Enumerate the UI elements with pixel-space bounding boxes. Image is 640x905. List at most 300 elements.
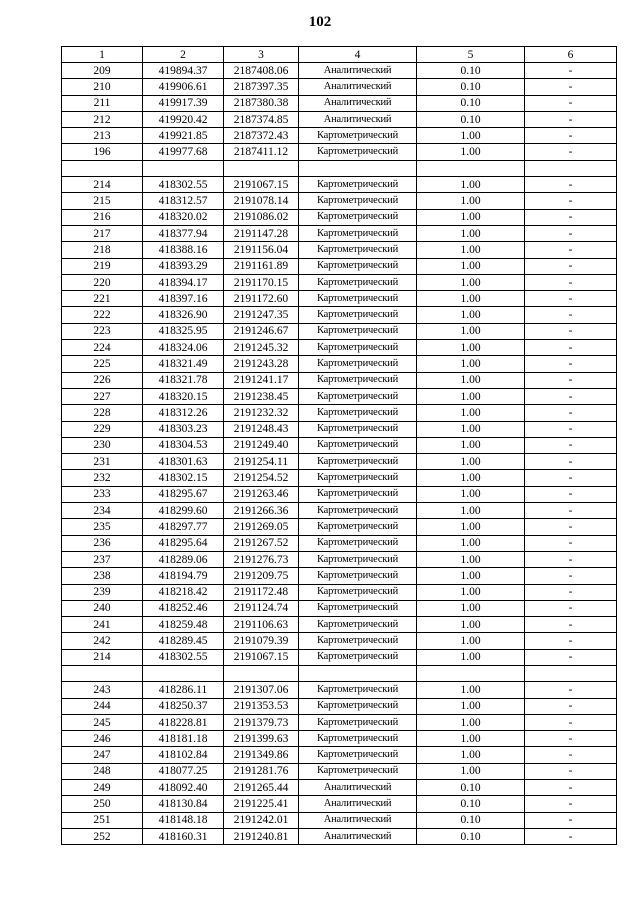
table-cell: 213 xyxy=(62,128,143,144)
table-cell: 1.00 xyxy=(417,437,525,453)
table-cell: 2191156.04 xyxy=(224,242,299,258)
table-cell: - xyxy=(525,193,617,209)
table-cell: 224 xyxy=(62,340,143,356)
table-cell: 2191161.89 xyxy=(224,258,299,274)
table-cell: 418326.90 xyxy=(143,307,224,323)
table-cell: 2187374.85 xyxy=(224,111,299,127)
table-cell: 226 xyxy=(62,372,143,388)
table-cell: 2191399.63 xyxy=(224,731,299,747)
table-cell: 1.00 xyxy=(417,551,525,567)
table-cell: Картометрический xyxy=(299,731,417,747)
table-row xyxy=(62,633,617,649)
table-row xyxy=(62,747,617,763)
table-cell: - xyxy=(525,437,617,453)
table-cell: Картометрический xyxy=(299,649,417,665)
table-cell: - xyxy=(525,763,617,779)
table-cell: - xyxy=(525,79,617,95)
table-cell: 2191266.36 xyxy=(224,503,299,519)
table-cell: 418301.63 xyxy=(143,454,224,470)
table-cell: 236 xyxy=(62,535,143,551)
table-cell: Картометрический xyxy=(299,535,417,551)
table-cell: Картометрический xyxy=(299,470,417,486)
table-cell: 0.10 xyxy=(417,780,525,796)
table-cell xyxy=(299,665,417,681)
table-cell: - xyxy=(525,372,617,388)
table-cell: - xyxy=(525,698,617,714)
table-cell xyxy=(62,665,143,681)
table-row xyxy=(62,698,617,714)
table-cell: 2191170.15 xyxy=(224,274,299,290)
table-cell: - xyxy=(525,486,617,502)
table-cell: 2191254.11 xyxy=(224,454,299,470)
table-cell: Картометрический xyxy=(299,258,417,274)
table-cell: 418297.77 xyxy=(143,519,224,535)
table-cell: 2191247.35 xyxy=(224,307,299,323)
table-cell: 241 xyxy=(62,617,143,633)
table-row xyxy=(62,828,617,844)
table-cell xyxy=(525,665,617,681)
table-cell: 1.00 xyxy=(417,128,525,144)
table-cell: Аналитический xyxy=(299,796,417,812)
table-cell: 228 xyxy=(62,405,143,421)
table-cell: Картометрический xyxy=(299,584,417,600)
table-cell: 1.00 xyxy=(417,193,525,209)
column-header: 5 xyxy=(417,47,525,63)
column-header: 4 xyxy=(299,47,417,63)
table-cell: 220 xyxy=(62,274,143,290)
table-row xyxy=(62,307,617,323)
table-cell: 2191225.41 xyxy=(224,796,299,812)
table-cell: 1.00 xyxy=(417,323,525,339)
table-cell: Картометрический xyxy=(299,307,417,323)
table-cell: 1.00 xyxy=(417,503,525,519)
table-cell: 2191243.28 xyxy=(224,356,299,372)
table-cell: - xyxy=(525,291,617,307)
table-cell: - xyxy=(525,731,617,747)
table-row xyxy=(62,128,617,144)
table-row xyxy=(62,340,617,356)
table-gap-row xyxy=(62,665,617,681)
table-cell: Картометрический xyxy=(299,503,417,519)
table-row xyxy=(62,731,617,747)
table-cell: 217 xyxy=(62,225,143,241)
table-cell: Картометрический xyxy=(299,551,417,567)
table-cell: 1.00 xyxy=(417,291,525,307)
table-cell: Картометрический xyxy=(299,763,417,779)
table-cell: 418228.81 xyxy=(143,714,224,730)
table-cell: 418299.60 xyxy=(143,503,224,519)
table-cell xyxy=(525,160,617,176)
table-cell: 235 xyxy=(62,519,143,535)
table-cell: Картометрический xyxy=(299,714,417,730)
table-cell: 225 xyxy=(62,356,143,372)
table-row xyxy=(62,356,617,372)
table-cell: - xyxy=(525,421,617,437)
table-cell: - xyxy=(525,258,617,274)
table-cell: 418102.84 xyxy=(143,747,224,763)
table-cell: 419894.37 xyxy=(143,63,224,79)
table-body xyxy=(62,63,617,845)
table-cell: 2191281.76 xyxy=(224,763,299,779)
table-row xyxy=(62,291,617,307)
table-cell: 242 xyxy=(62,633,143,649)
table-cell: 214 xyxy=(62,177,143,193)
table-cell: 418181.18 xyxy=(143,731,224,747)
table-cell: Картометрический xyxy=(299,291,417,307)
table-cell: 0.10 xyxy=(417,828,525,844)
table-cell: Картометрический xyxy=(299,405,417,421)
table-row xyxy=(62,796,617,812)
table-cell: Картометрический xyxy=(299,568,417,584)
table-cell: - xyxy=(525,242,617,258)
table-cell: - xyxy=(525,111,617,127)
table-cell: 1.00 xyxy=(417,633,525,649)
table-cell: 229 xyxy=(62,421,143,437)
table-cell: Картометрический xyxy=(299,747,417,763)
table-row xyxy=(62,763,617,779)
table-cell: 210 xyxy=(62,79,143,95)
table-row xyxy=(62,79,617,95)
table-row xyxy=(62,421,617,437)
table-cell: 2191209.75 xyxy=(224,568,299,584)
page-number: 102 xyxy=(308,14,332,30)
table-cell: 1.00 xyxy=(417,535,525,551)
table-cell: 1.00 xyxy=(417,177,525,193)
table-cell: 2191147.28 xyxy=(224,225,299,241)
table-row xyxy=(62,551,617,567)
table-cell: 418397.16 xyxy=(143,291,224,307)
table-cell: 2191078.14 xyxy=(224,193,299,209)
table-cell: 418289.45 xyxy=(143,633,224,649)
table-cell: 2191238.45 xyxy=(224,388,299,404)
table-cell: 418312.57 xyxy=(143,193,224,209)
table-cell: 1.00 xyxy=(417,584,525,600)
table-row xyxy=(62,323,617,339)
table-cell xyxy=(224,160,299,176)
table-row xyxy=(62,535,617,551)
table-cell: - xyxy=(525,209,617,225)
table-cell: - xyxy=(525,535,617,551)
table-cell: 2191269.05 xyxy=(224,519,299,535)
table-cell: 2191124.74 xyxy=(224,600,299,616)
table-cell: 214 xyxy=(62,649,143,665)
table-cell: 237 xyxy=(62,551,143,567)
table-cell: 418130.84 xyxy=(143,796,224,812)
table-row xyxy=(62,388,617,404)
column-header: 6 xyxy=(525,47,617,63)
table-cell: 2191349.86 xyxy=(224,747,299,763)
table-cell: 419977.68 xyxy=(143,144,224,160)
table-cell: - xyxy=(525,454,617,470)
table-row xyxy=(62,503,617,519)
table-cell: 419921.85 xyxy=(143,128,224,144)
table-cell: Аналитический xyxy=(299,780,417,796)
table-cell: Аналитический xyxy=(299,63,417,79)
column-header: 3 xyxy=(224,47,299,63)
table-cell: 418324.06 xyxy=(143,340,224,356)
table-cell: 1.00 xyxy=(417,388,525,404)
table-cell: Картометрический xyxy=(299,682,417,698)
table-cell: 1.00 xyxy=(417,405,525,421)
table-cell: 418160.31 xyxy=(143,828,224,844)
table-cell: 2191067.15 xyxy=(224,177,299,193)
table-cell: - xyxy=(525,812,617,828)
table-cell: 240 xyxy=(62,600,143,616)
table-cell: 234 xyxy=(62,503,143,519)
table-cell: 2191245.32 xyxy=(224,340,299,356)
table-cell: 1.00 xyxy=(417,600,525,616)
table-cell: - xyxy=(525,95,617,111)
table-cell: 2191263.46 xyxy=(224,486,299,502)
table-cell: 2191106.63 xyxy=(224,617,299,633)
table-cell xyxy=(143,160,224,176)
table-cell: 246 xyxy=(62,731,143,747)
table-cell: 221 xyxy=(62,291,143,307)
table-cell: 230 xyxy=(62,437,143,453)
table-cell: 227 xyxy=(62,388,143,404)
table-cell: 2191172.48 xyxy=(224,584,299,600)
table-row xyxy=(62,568,617,584)
table-cell: - xyxy=(525,649,617,665)
table-cell: 418218.42 xyxy=(143,584,224,600)
table-cell: 418077.25 xyxy=(143,763,224,779)
table-cell: 418321.49 xyxy=(143,356,224,372)
table-cell: 2191246.67 xyxy=(224,323,299,339)
table-cell: Аналитический xyxy=(299,95,417,111)
table-cell: - xyxy=(525,323,617,339)
table-row xyxy=(62,63,617,79)
table-cell: 218 xyxy=(62,242,143,258)
table-cell: Картометрический xyxy=(299,144,417,160)
table-cell: Картометрический xyxy=(299,242,417,258)
table-cell: 0.10 xyxy=(417,812,525,828)
table-cell: - xyxy=(525,144,617,160)
table-row xyxy=(62,812,617,828)
table-cell: 232 xyxy=(62,470,143,486)
table-cell: 2191249.40 xyxy=(224,437,299,453)
table-cell: 247 xyxy=(62,747,143,763)
table-cell: Картометрический xyxy=(299,486,417,502)
table-cell: Картометрический xyxy=(299,519,417,535)
table-cell xyxy=(143,665,224,681)
table-cell: 0.10 xyxy=(417,79,525,95)
table-row xyxy=(62,372,617,388)
table-cell: - xyxy=(525,307,617,323)
table-cell: 1.00 xyxy=(417,617,525,633)
table-cell: - xyxy=(525,128,617,144)
table-cell: 245 xyxy=(62,714,143,730)
table-cell: 215 xyxy=(62,193,143,209)
table-cell: 216 xyxy=(62,209,143,225)
table-cell: 212 xyxy=(62,111,143,127)
table-row xyxy=(62,437,617,453)
table-cell: 418286.11 xyxy=(143,682,224,698)
table-cell: - xyxy=(525,828,617,844)
table-cell: - xyxy=(525,796,617,812)
table-cell: 2191079.39 xyxy=(224,633,299,649)
table-cell: 1.00 xyxy=(417,144,525,160)
table-cell: 0.10 xyxy=(417,796,525,812)
table-cell: 1.00 xyxy=(417,698,525,714)
table-cell: 233 xyxy=(62,486,143,502)
table-cell: 418304.53 xyxy=(143,437,224,453)
table-cell: 1.00 xyxy=(417,682,525,698)
table-cell: 196 xyxy=(62,144,143,160)
table-row xyxy=(62,405,617,421)
table-row xyxy=(62,780,617,796)
table-cell: 222 xyxy=(62,307,143,323)
table-cell: 2191172.60 xyxy=(224,291,299,307)
table-cell: 0.10 xyxy=(417,63,525,79)
table-cell: 2187397.35 xyxy=(224,79,299,95)
table-cell: - xyxy=(525,274,617,290)
table-cell: 418092.40 xyxy=(143,780,224,796)
table-row xyxy=(62,242,617,258)
table-cell: 2191242.01 xyxy=(224,812,299,828)
table-cell: 1.00 xyxy=(417,568,525,584)
table-cell: 243 xyxy=(62,682,143,698)
table-cell: Аналитический xyxy=(299,812,417,828)
table-row xyxy=(62,714,617,730)
table-cell: 1.00 xyxy=(417,649,525,665)
table-row xyxy=(62,177,617,193)
table-cell: - xyxy=(525,551,617,567)
table-cell: - xyxy=(525,600,617,616)
table-cell xyxy=(224,665,299,681)
table-cell: - xyxy=(525,340,617,356)
table-cell: Картометрический xyxy=(299,177,417,193)
table-cell: - xyxy=(525,177,617,193)
table-cell: 2191086.02 xyxy=(224,209,299,225)
table-cell: - xyxy=(525,470,617,486)
table-cell: 249 xyxy=(62,780,143,796)
table-cell: 418325.95 xyxy=(143,323,224,339)
table-cell: 2187411.12 xyxy=(224,144,299,160)
table-cell: Аналитический xyxy=(299,79,417,95)
table-cell: - xyxy=(525,225,617,241)
table-cell: Картометрический xyxy=(299,323,417,339)
table-row xyxy=(62,600,617,616)
table-cell: - xyxy=(525,503,617,519)
table-cell: 1.00 xyxy=(417,258,525,274)
table-row xyxy=(62,486,617,502)
table-cell: 1.00 xyxy=(417,307,525,323)
table-cell: Картометрический xyxy=(299,356,417,372)
table-cell: Картометрический xyxy=(299,193,417,209)
table-cell: 418250.37 xyxy=(143,698,224,714)
table-row xyxy=(62,584,617,600)
table-cell: 1.00 xyxy=(417,454,525,470)
table-cell: Картометрический xyxy=(299,600,417,616)
table-cell: 418320.15 xyxy=(143,388,224,404)
table-cell: Картометрический xyxy=(299,388,417,404)
table-row xyxy=(62,209,617,225)
table-cell: 251 xyxy=(62,812,143,828)
table-cell: 0.10 xyxy=(417,95,525,111)
table-row xyxy=(62,649,617,665)
table-cell: 418194.79 xyxy=(143,568,224,584)
table-row xyxy=(62,617,617,633)
table-cell: 2187380.38 xyxy=(224,95,299,111)
table-cell: 0.10 xyxy=(417,111,525,127)
table-cell: 1.00 xyxy=(417,486,525,502)
table-row xyxy=(62,258,617,274)
table-cell: 418303.23 xyxy=(143,421,224,437)
table-cell: Картометрический xyxy=(299,633,417,649)
table-cell: 418377.94 xyxy=(143,225,224,241)
table-cell xyxy=(417,160,525,176)
table-cell: Картометрический xyxy=(299,128,417,144)
table-cell: - xyxy=(525,714,617,730)
table-cell: 1.00 xyxy=(417,274,525,290)
table-cell: 1.00 xyxy=(417,340,525,356)
table-gap-row xyxy=(62,160,617,176)
table-cell xyxy=(62,160,143,176)
table-cell: 1.00 xyxy=(417,519,525,535)
table-cell: 2191248.43 xyxy=(224,421,299,437)
table-cell: 1.00 xyxy=(417,470,525,486)
table-cell: 2191241.17 xyxy=(224,372,299,388)
table-cell: 418295.67 xyxy=(143,486,224,502)
table-row xyxy=(62,682,617,698)
table-cell: Картометрический xyxy=(299,698,417,714)
table-cell: - xyxy=(525,584,617,600)
table-cell: 418295.64 xyxy=(143,535,224,551)
table-cell: 231 xyxy=(62,454,143,470)
table-cell: Картометрический xyxy=(299,225,417,241)
column-header: 2 xyxy=(143,47,224,63)
table-cell: - xyxy=(525,747,617,763)
table-cell: - xyxy=(525,633,617,649)
table-cell: 418393.29 xyxy=(143,258,224,274)
table-cell: 419906.61 xyxy=(143,79,224,95)
table-cell xyxy=(299,160,417,176)
table-cell: 2191265.44 xyxy=(224,780,299,796)
table-cell: 2191254.52 xyxy=(224,470,299,486)
table-cell: Картометрический xyxy=(299,372,417,388)
table-cell: 418259.48 xyxy=(143,617,224,633)
table-cell: Картометрический xyxy=(299,421,417,437)
table-cell: 2187372.43 xyxy=(224,128,299,144)
table-row xyxy=(62,144,617,160)
table-cell: 2191267.52 xyxy=(224,535,299,551)
table-cell: 418148.18 xyxy=(143,812,224,828)
table-cell: 211 xyxy=(62,95,143,111)
table-cell: 238 xyxy=(62,568,143,584)
table-cell: 418312.26 xyxy=(143,405,224,421)
table-cell: 418321.78 xyxy=(143,372,224,388)
table-cell xyxy=(417,665,525,681)
table-cell: 1.00 xyxy=(417,714,525,730)
table-cell: 1.00 xyxy=(417,209,525,225)
table-row xyxy=(62,274,617,290)
table-row xyxy=(62,193,617,209)
table-cell: 1.00 xyxy=(417,731,525,747)
table-cell: 418394.17 xyxy=(143,274,224,290)
table-cell: 418388.16 xyxy=(143,242,224,258)
table-cell: 244 xyxy=(62,698,143,714)
table-cell: 419920.42 xyxy=(143,111,224,127)
table-cell: 2191276.73 xyxy=(224,551,299,567)
table-cell: - xyxy=(525,388,617,404)
table-cell: Картометрический xyxy=(299,274,417,290)
coordinates-table xyxy=(61,46,617,845)
table-row xyxy=(62,519,617,535)
table-cell: 2191232.32 xyxy=(224,405,299,421)
table-cell: - xyxy=(525,617,617,633)
table-cell: Аналитический xyxy=(299,111,417,127)
table-cell: 223 xyxy=(62,323,143,339)
